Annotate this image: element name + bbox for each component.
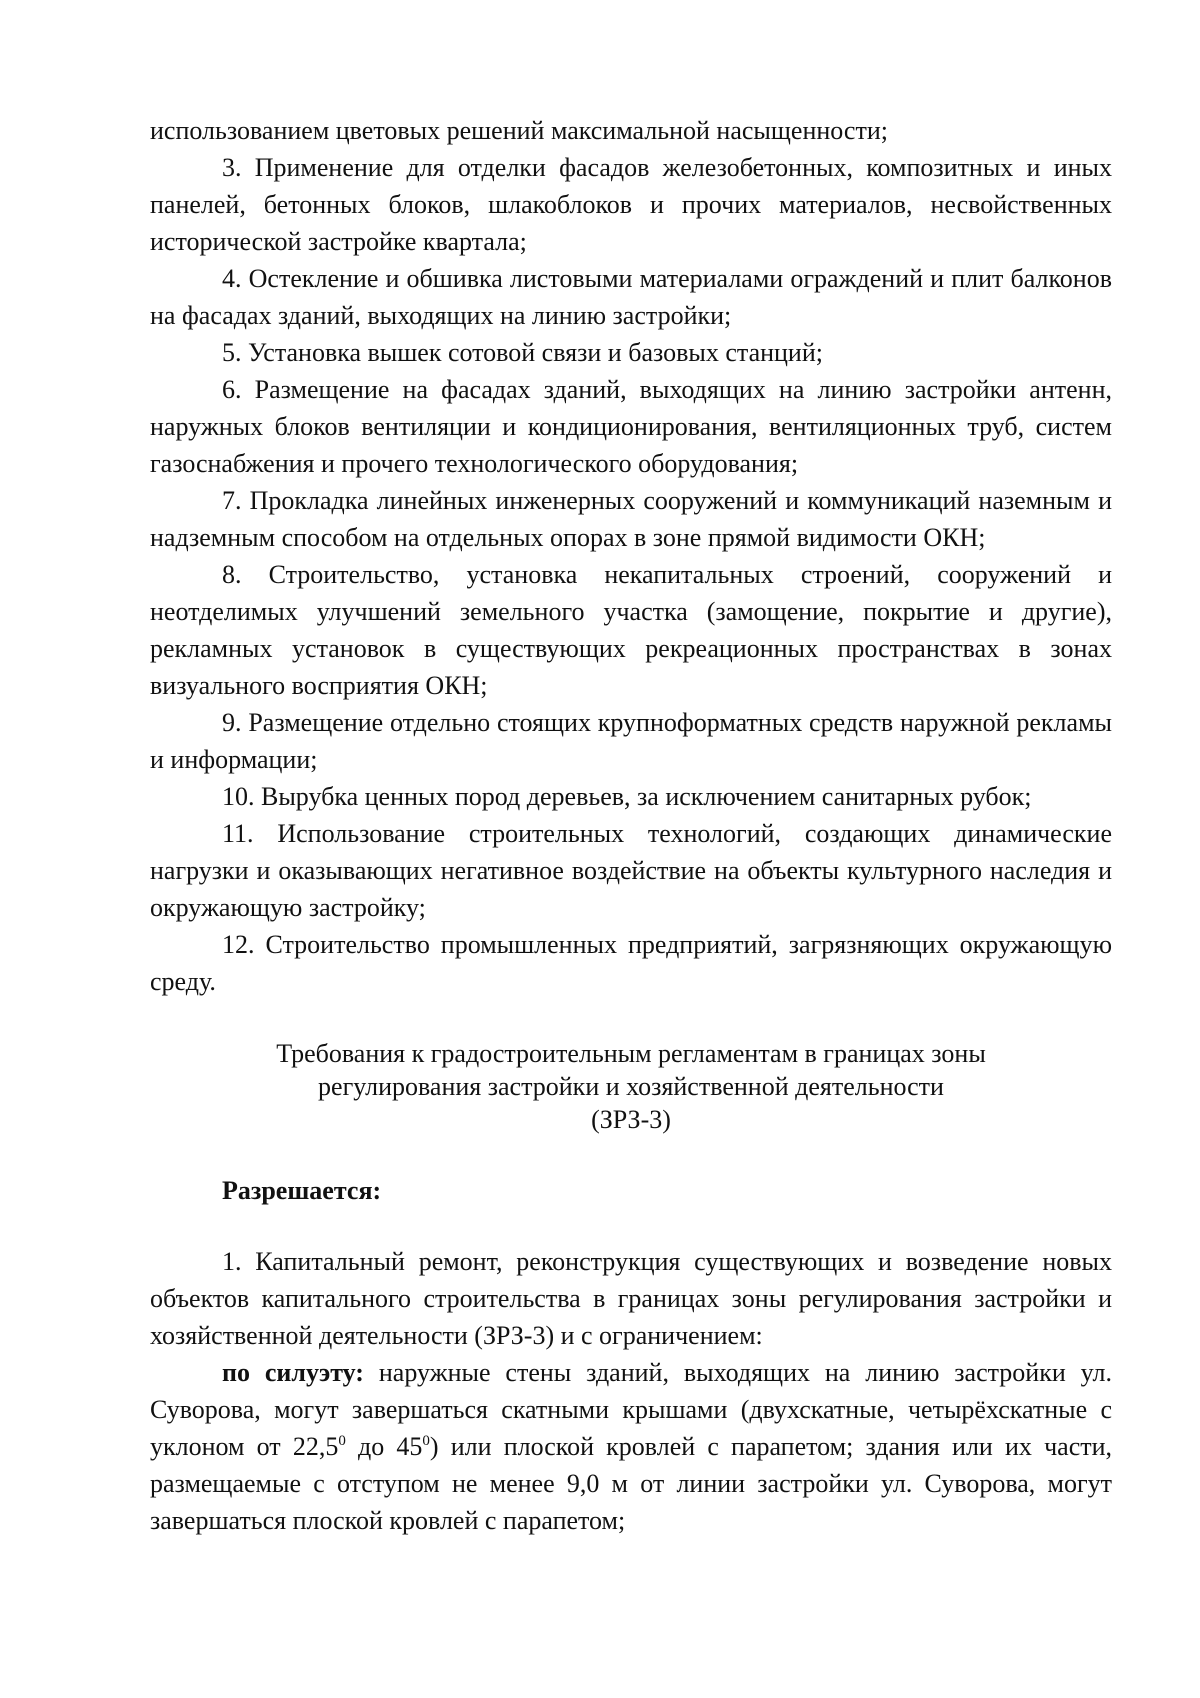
- degree-superscript-b: 0: [422, 1433, 430, 1449]
- section-heading: [150, 1037, 1112, 1136]
- list-item-8: 8. Строительство, установка некапитальных строений, сооружений и неотделимых улучшений земельного участка (замощение, покрытие и другие), рекламных установок в существующих рекреационных пространствах в зонах визуального восприятия ОКН;: [150, 560, 1112, 700]
- silhouette-text-c: ) или плоской кровлей с парапетом; здания или их части, размещаемые с отступом не менее 9,0 м от линии застройки ул. Суворова, могут завершаться плоской кровлей с парапетом;: [150, 1432, 1113, 1535]
- list-item-9: 9. Размещение отдельно стоящих крупноформатных средств наружной рекламы и информации;: [150, 708, 1112, 774]
- list-item-6: 6. Размещение на фасадах зданий, выходящих на линию застройки антенн, наружных блоков вентиляции и кондиционирования, вентиляционных труб, систем газоснабжения и прочего технологического оборудования;: [150, 375, 1112, 478]
- list-item-4: 4. Остекление и обшивка листовыми материалами ограждений и плит балконов на фасадах зданий, выходящих на линию застройки;: [150, 264, 1112, 330]
- list-item-10: 10. Вырубка ценных пород деревьев, за исключением санитарных рубок;: [222, 782, 1032, 811]
- continuation-text: использованием цветовых решений максимальной насыщенности;: [150, 116, 888, 145]
- document-page: [150, 112, 1112, 1539]
- list-item-7: 7. Прокладка линейных инженерных сооружений и коммуникаций наземным и надземным способом на отдельных опорах в зоне прямой видимости ОКН;: [150, 486, 1112, 552]
- heading-line-3: (ЗРЗ-3): [591, 1105, 671, 1134]
- silhouette-text-a: наружные стены зданий, выходящих на линию застройки ул. Суворова, могут завершаться скатными крышами (двухскатные, четырёхскатные с уклоном от 22,5: [150, 1358, 1112, 1461]
- list-item-12: 12. Строительство промышленных предприятий, загрязняющих окружающую среду.: [150, 930, 1112, 996]
- heading-line-2: регулирования застройки и хозяйственной деятельности: [318, 1072, 944, 1101]
- list-item-11: 11. Использование строительных технологий, создающих динамические нагрузки и оказывающих негативное воздействие на объекты культурного наследия и окружающую застройку;: [150, 819, 1112, 922]
- degree-superscript-a: 0: [338, 1433, 346, 1449]
- list-item-3: 3. Применение для отделки фасадов железобетонных, композитных и иных панелей, бетонных блоков, шлакоблоков и прочих материалов, несвойственных исторической застройке квартала;: [150, 153, 1112, 256]
- heading-line-1: Требования к градостроительным регламентам в границах зоны: [276, 1039, 986, 1068]
- silhouette-text-b: до 45: [345, 1432, 423, 1461]
- allowed-title: Разрешается:: [222, 1176, 382, 1205]
- allowed-item-1: 1. Капитальный ремонт, реконструкция существующих и возведение новых объектов капитального строительства в границах зоны регулирования застройки и хозяйственной деятельности (ЗРЗ-3) и с ограничением:: [150, 1247, 1112, 1350]
- silhouette-label: по силуэту:: [222, 1358, 364, 1387]
- list-item-5: 5. Установка вышек сотовой связи и базовых станций;: [222, 338, 823, 367]
- silhouette-paragraph: [150, 1354, 1112, 1539]
